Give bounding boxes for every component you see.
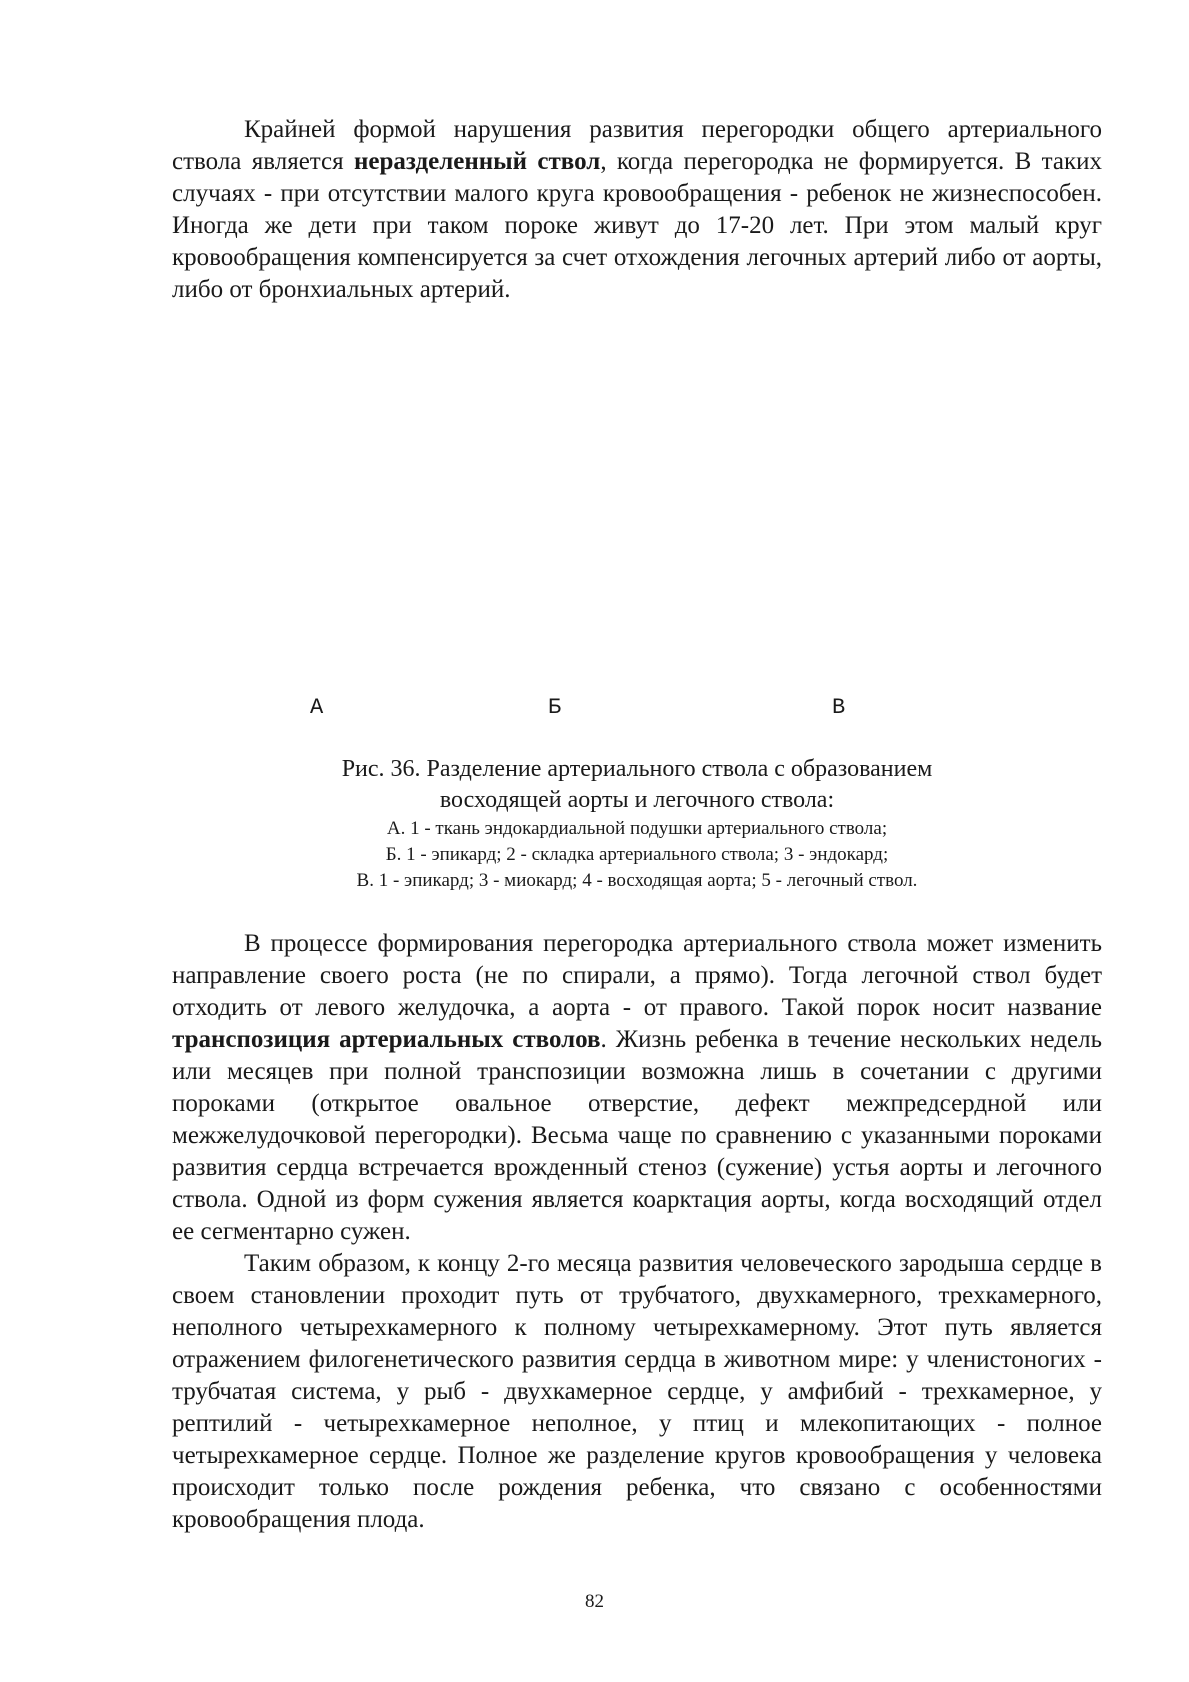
caption-legend-a: А. 1 - ткань эндокардиальной подушки артериального ствола;: [386, 818, 888, 839]
caption-legend-b: Б. 1 - эпикард; 2 - складка артериального ствола; 3 - эндокард;: [385, 844, 889, 865]
figure-label-b: Б: [548, 695, 562, 720]
paragraphs-bottom: [172, 928, 1102, 1536]
paragraph-transposition: [172, 928, 1102, 1248]
term-non-divided-trunk: неразделенный ствол: [353, 148, 601, 175]
caption-legend-c: В. 1 - эпикард; 3 - миокард; 4 - восходящая аорта; 5 - легочный ствол.: [356, 870, 918, 891]
term-transposition: транспозиция артериальных стволов: [172, 1026, 601, 1053]
paragraph-middle-text-after: . Жизнь ребенка в течение нескольких недель или месяцев при полной транспозиции возможна лишь в сочетании с другими пороками (открытое овальное отверстие, дефект межпредсердной или межжелудочковой перегородки). Весьма чаще по сравнению с указанными пороками развития сердца встречается врожденный стеноз (сужение) устья аорты и легочного ствола. Одной из форм сужения является коарктация аорты, когда восходящий отдел ее сегментарно сужен.: [172, 1026, 1103, 1245]
paragraph-conclusion: Таким образом, к концу 2-го месяца развития человеческого зародыша сердце в своем становлении проходит путь от трубчатого, двухкамерного, трехкамерного, неполного четырехкамерного к полному четырехкамерному. Этот путь является отражением филогенетического развития сердца в животном мире: у членистоногих - трубчатая система, у рыб - двухкамерное сердце, у амфибий - трехкамерное, у рептилий - четырехкамерное неполное, у птиц и млекопитающих - полное четырехкамерное сердце. Полное же разделение кругов кровообращения у человека происходит только после рождения ребенка, что связано с особенностями кровообращения плода.: [172, 1250, 1102, 1533]
page-number: 82: [585, 1591, 604, 1612]
figure-36: [172, 360, 1102, 720]
figure-caption: [172, 754, 1102, 894]
paragraph-top: [172, 114, 1102, 306]
caption-line-2: восходящей аорты и легочного ствола:: [439, 787, 835, 813]
paragraph-top-text-after: , когда перегородка не формируется. В таких случаях - при отсутствии малого круга кровообращения - ребенок не жизнеспособен. Иногда же дети при таком пороке живут до 17-20 лет. При этом малый круг кровообращения компенсируется за счет отхождения легочных артерий либо от аорты, либо от бронхиальных артерий.: [172, 148, 1102, 303]
paragraph-middle-text-before: В процессе формирования перегородка артериального ствола может изменить направление своего роста (не по спирали, а прямо). Тогда легочной ствол будет отходить от левого желудочка, а аорта - от правого. Такой порок носит название: [172, 930, 1102, 1021]
figure-label-a: А: [310, 695, 324, 720]
caption-line-1: Рис. 36. Разделение артериального ствола с образованием: [341, 756, 933, 782]
paragraph-top-text-before: Крайней формой нарушения развития перегородки общего артериального ствола является: [172, 116, 1102, 175]
figure-label-c: В: [832, 695, 846, 720]
paragraph-non-divided-trunk: [172, 114, 1102, 306]
